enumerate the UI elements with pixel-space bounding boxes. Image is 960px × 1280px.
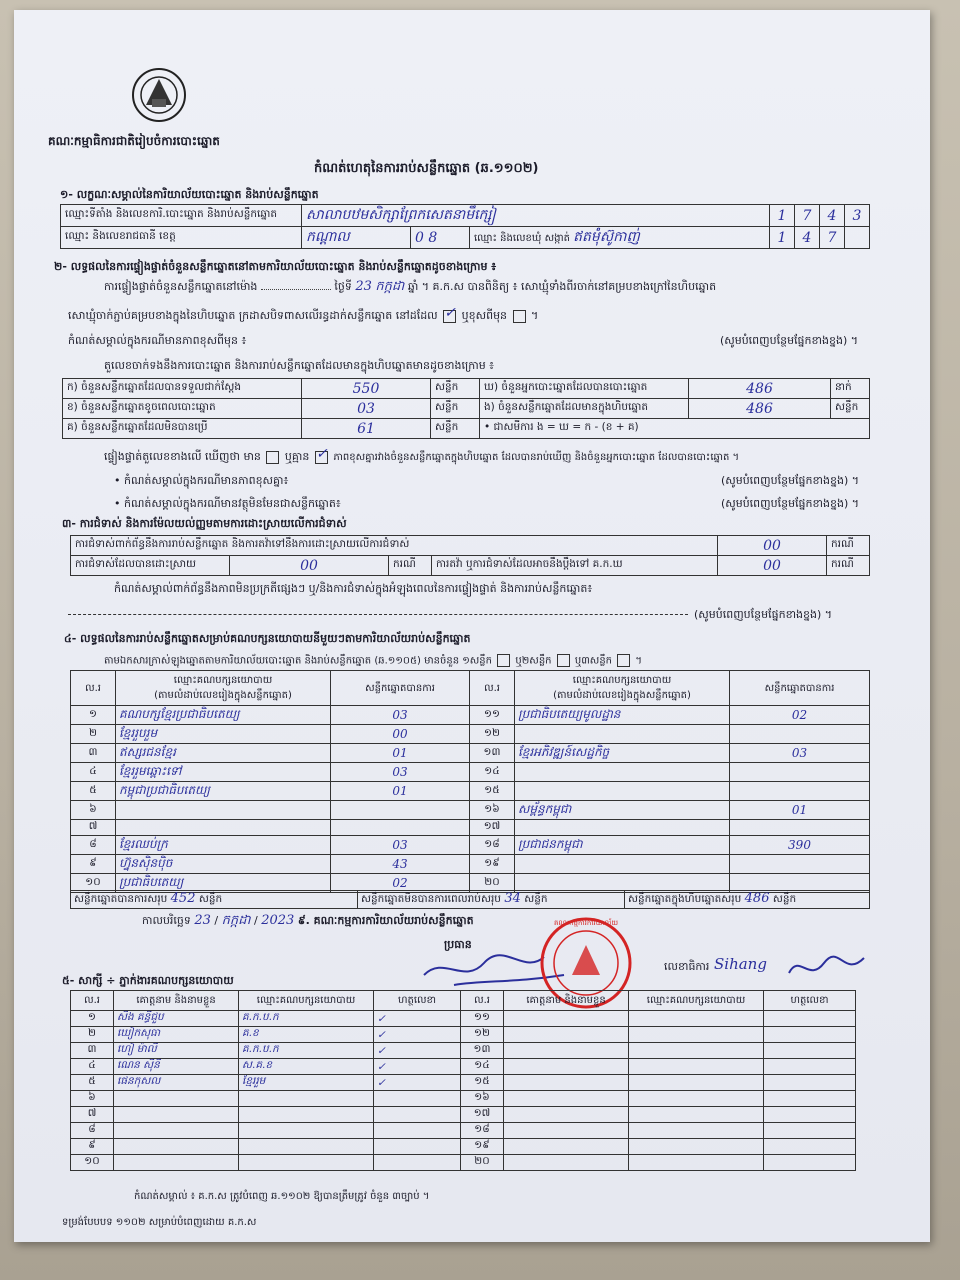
date-day: 23 xyxy=(194,913,211,928)
location-label: ឈ្មោះទីតាំង និងលេខការិ.បោះឆ្នោត និងរាប់សន្លឹកឆ្នោត xyxy=(61,205,302,227)
section5-title: ៥- សាក្សី ÷ ភ្នាក់ងារគណបក្សនយោបាយ xyxy=(62,974,234,987)
objection-unit: ករណី xyxy=(827,536,870,556)
stat-unit: សន្លឹក xyxy=(431,399,480,419)
witness-party xyxy=(629,1011,764,1027)
time-blank xyxy=(261,289,331,290)
row-no: ៥ xyxy=(71,782,116,801)
col-name: គោត្តនាម និងនាមខ្លួន xyxy=(504,991,629,1011)
witness-signature xyxy=(764,1107,856,1123)
row-no: ៩ xyxy=(71,855,116,874)
witness-name xyxy=(504,1027,629,1043)
signing-date: កាលបរិច្ឆេទ 23 / កក្កដា / 2023 ៩. គណៈកម្មការការិយាល័យរាប់សន្លឹកឆ្នោត xyxy=(142,913,474,928)
col-no: ល.រ xyxy=(461,991,504,1011)
stat-label: គ) ចំនួនសន្លឹកឆ្នោតដែលមិនបានប្រើ xyxy=(63,419,302,439)
row-no: ១០ xyxy=(71,1155,114,1171)
witness-name xyxy=(504,1107,629,1123)
commune-label: ឈ្មោះ និងលេខឃុំ សង្កាត់ xyxy=(474,233,570,244)
commune-digit: 1 xyxy=(770,227,795,249)
row-no: ៨ xyxy=(71,1123,114,1139)
stat-value: 61 xyxy=(302,419,431,439)
witness-name: ហៀ ម៉ាលី xyxy=(114,1043,239,1059)
witness-party xyxy=(629,1075,764,1091)
witness-name xyxy=(504,1091,629,1107)
witness-signature xyxy=(764,1123,856,1139)
party-name: ខ្មែរឈប់ក្រ xyxy=(116,836,331,855)
witness-name xyxy=(504,1059,629,1075)
witness-party: ខ្មែររួម xyxy=(239,1075,374,1091)
org-name: គណៈកម្មាធិការជាតិរៀបចំការបោះឆ្នោត xyxy=(48,134,220,148)
stat-value: 486 xyxy=(689,399,831,419)
table-row xyxy=(71,763,870,782)
location-digit: 4 xyxy=(820,205,845,227)
col-party xyxy=(116,671,331,706)
party-name xyxy=(515,763,730,782)
witness-signature xyxy=(764,1027,856,1043)
witness-name xyxy=(114,1107,239,1123)
witness-party xyxy=(239,1123,374,1139)
row-no: ១ xyxy=(71,706,116,725)
witness-party: ស.គ.ខ xyxy=(239,1059,374,1075)
col-no: ល.រ xyxy=(71,991,114,1011)
witness-name: ណេន ស៊ីនី xyxy=(114,1059,239,1075)
witness-signature xyxy=(764,1059,856,1075)
row-no: ៨ xyxy=(71,836,116,855)
sub-text: តាមឯកសារក្រាស់ឡុងឆ្នោតតាមការិយាល័យបោះឆ្នោត និងរាប់សន្លឹកឆ្នោត (ឆ.១១០៥) មានចំនួន ១សន្លឹក xyxy=(104,655,493,667)
vote-count: 390 xyxy=(730,836,870,855)
stats-table xyxy=(62,378,870,439)
row-no: ៥ xyxy=(71,1075,114,1091)
row-no: ១០ xyxy=(71,874,116,893)
row-no: ១៥ xyxy=(461,1075,504,1091)
witness-signature xyxy=(374,1123,461,1139)
witness-signature: ✓ xyxy=(374,1059,461,1075)
stat-value: 550 xyxy=(302,379,431,399)
three-sheet-label: ឬ៣សន្លឹក xyxy=(574,655,613,667)
col-party: ឈ្មោះគណបក្សនយោបាយ xyxy=(239,991,374,1011)
appeal-unit: ករណី xyxy=(827,556,870,576)
row-no: ៤ xyxy=(71,1059,114,1075)
one-sheet-checkbox[interactable] xyxy=(497,654,510,667)
nec-emblem-icon xyxy=(124,65,194,125)
stamp-text: គណៈកម្មការការិយាល័យ xyxy=(553,919,618,927)
witness-party: គ.ក.ប.ក xyxy=(239,1043,374,1059)
witness-party xyxy=(239,1107,374,1123)
total-valid-cell xyxy=(71,891,358,909)
section4-sub: តាមឯកសារក្រាស់ឡុងឆ្នោតតាមការិយាល័យបោះឆ្នោត និងរាប់សន្លឹកឆ្នោត (ឆ.១១០៥) មានចំនួន ១សន្លឹក ឬ២សន្លឹក ឬ៣សន្លឹក ។ xyxy=(104,655,642,667)
table-row xyxy=(71,1075,856,1091)
party-name xyxy=(116,820,331,836)
row-no: ១៣ xyxy=(470,744,515,763)
witness-party xyxy=(629,1059,764,1075)
witness-signature xyxy=(764,1139,856,1155)
vote-count: 02 xyxy=(730,706,870,725)
row-no: ២០ xyxy=(461,1155,504,1171)
table-row xyxy=(71,820,870,836)
stat-value: 03 xyxy=(302,399,431,419)
total-invalid-cell xyxy=(358,891,625,909)
table-row xyxy=(71,855,870,874)
vote-count: 01 xyxy=(331,782,470,801)
vote-count xyxy=(730,725,870,744)
row-no: ៤ xyxy=(71,763,116,782)
fill-note: (សូមបំពេញបន្ថែមផ្នែកខាងខ្នង) ។ xyxy=(694,608,833,621)
vote-count xyxy=(331,820,470,836)
section2-line2: សោឃ្មុំចាក់ភ្ជាប់គម្របខាងក្នុងនៃហិបឆ្នោត ក្រដាសបិទពាសលើរន្ធដាក់សន្លឹកឆ្នោត នៅដដែល ✓ ឬខុសពីមុន ។ xyxy=(68,304,539,322)
note-line xyxy=(68,614,688,615)
table-row xyxy=(71,1139,856,1155)
year-label: ឆ្នាំ xyxy=(407,280,419,293)
section2-title: ២- លទ្ធផលនៃការផ្ទៀងផ្ទាត់ចំនួនសន្លឹកឆ្នោតនៅតាមការិយាល័យបោះឆ្នោត និងរាប់សន្លឹកឆ្នោតដូចខាងក្រោម ៖ xyxy=(54,260,497,273)
party-name: កម្ពុជាប្រជាធិបតេយ្យ xyxy=(116,782,331,801)
table-row xyxy=(71,782,870,801)
row-no: ២ xyxy=(71,725,116,744)
commune-digit: 7 xyxy=(820,227,845,249)
chair-label: ប្រធាន xyxy=(444,938,472,951)
witness-signature: ✓ xyxy=(374,1043,461,1059)
witness-signature xyxy=(374,1091,461,1107)
province-value: កណ្ដាល xyxy=(302,227,411,249)
row-no: ១៥ xyxy=(470,782,515,801)
check-rest: ភាពខុសគ្នារវាងចំនួនសន្លឹកឆ្នោតក្នុងហិបឆ្នោត ដែលបានរាប់ឃើញ និងចំនួនអ្នកបោះឆ្នោត ដែលបានបោះឆ្នោត ។ xyxy=(333,452,740,463)
row-no: ៩ xyxy=(71,1139,114,1155)
row-no: ១២ xyxy=(470,725,515,744)
resolved-value: 00 xyxy=(230,556,389,576)
witness-signature xyxy=(374,1107,461,1123)
witness-name xyxy=(504,1139,629,1155)
footnote: កំណត់សម្គាល់ ៖ គ.ក.ស ត្រូវបំពេញ ឆ.១១០២ ឱ្យបានត្រឹមត្រូវ ចំនួន ៣ច្បាប់ ។ xyxy=(134,1191,430,1202)
witness-signature xyxy=(764,1011,856,1027)
check-line xyxy=(104,445,740,465)
paper-sheet xyxy=(14,10,930,1242)
resolved-label: ការជំទាស់ដែលបានដោះស្រាយ xyxy=(71,556,230,576)
row-no: ៧ xyxy=(71,1107,114,1123)
witness-signature xyxy=(374,1155,461,1171)
total-valid-label: សន្លឹកឆ្នោតបានការសរុប xyxy=(74,893,168,905)
commune-cell xyxy=(470,227,770,249)
vote-count: 02 xyxy=(331,874,470,893)
location-digit: 1 xyxy=(770,205,795,227)
witness-name xyxy=(504,1075,629,1091)
section3-title: ៣- ការជំទាស់ និងការម៉ែលយល់ញ្ញមតាមការដោះស្រាយលើការជំទាស់ xyxy=(62,517,347,530)
total-valid-unit: សន្លឹក xyxy=(198,893,223,905)
witness-party xyxy=(239,1139,374,1155)
row-no: ១៧ xyxy=(461,1107,504,1123)
seal-text: សោឃ្មុំចាក់ភ្ជាប់គម្របខាងក្នុងនៃហិបឆ្នោត ក្រដាសបិទពាសលើរន្ធដាក់សន្លឹកឆ្នោត នៅដដែល xyxy=(68,309,438,322)
stat-label: ក) ចំនួនសន្លឹកឆ្នោតដែលបានទទួលជាក់ស្ដែង xyxy=(63,379,302,399)
no-diff-label: ឬគ្មាន xyxy=(284,450,310,463)
table-row xyxy=(71,744,870,763)
witness-party xyxy=(629,1139,764,1155)
section2-line4: តួលេខចាក់ទងនឹងការបោះឆ្នោត និងការរាប់សន្លឹកឆ្នោតដែលមានក្នុងហិបឆ្នោតមានដូចខាងក្រោម ៖ xyxy=(104,359,495,372)
vote-count: 03 xyxy=(331,763,470,782)
difference-note-label: កំណត់សម្គាល់ក្នុងករណីមានភាពខុសពីមុន ៖ xyxy=(68,334,247,347)
table-row xyxy=(71,706,870,725)
witness-party xyxy=(629,1043,764,1059)
row-no: ១៤ xyxy=(470,763,515,782)
row-no: ៦ xyxy=(71,1091,114,1107)
party-name: ប្រជាជនកម្ពុជា xyxy=(515,836,730,855)
section1-title: ១- លក្ខណៈសម្គាល់នៃការិយាល័យបោះឆ្នោត និងរាប់សន្លឹកឆ្នោត xyxy=(60,188,319,201)
verify-time-label: ការផ្ទៀងផ្ទាត់ចំនួនសន្លឹកឆ្នោតនៅម៉ោង xyxy=(104,280,258,293)
total-box-cell xyxy=(625,891,870,909)
col-sign: ហត្ថលេខា xyxy=(374,991,461,1011)
stat-unit: សន្លឹក xyxy=(431,419,480,439)
col-sign: ហត្ថលេខា xyxy=(764,991,856,1011)
col-party: ឈ្មោះគណបក្សនយោបាយ xyxy=(629,991,764,1011)
stat-unit: នាក់ xyxy=(831,379,870,399)
table-row xyxy=(71,725,870,744)
col-no: ល.រ xyxy=(71,671,116,706)
table-row xyxy=(71,801,870,820)
vote-count xyxy=(730,855,870,874)
objection-note: កំណត់សម្គាល់ពាក់ព័ន្ធនឹងភាពមិនប្រក្រតីផ្សេងៗ ឬ/និងការជំទាស់ក្នុងអំឡុងពេលនៃការផ្ទៀងផ្ទាត់ និងការរាប់សន្លឹកឆ្នោត៖ xyxy=(114,582,593,595)
witness-table xyxy=(70,990,856,1171)
witness-party: គ.ក.ប.ក xyxy=(239,1011,374,1027)
bullet1-text: • កំណត់សម្គាល់ក្នុងករណីមានភាពខុសគ្នា៖ xyxy=(114,474,289,487)
date-month: កក្កដា xyxy=(221,913,251,928)
stat-unit: សន្លឹក xyxy=(431,379,480,399)
vote-count xyxy=(730,782,870,801)
day-label: ថ្ងៃទី xyxy=(334,280,352,293)
signed-by: ៩. គណៈកម្មការការិយាល័យរាប់សន្លឹកឆ្នោត xyxy=(297,914,474,927)
vote-count xyxy=(331,801,470,820)
vote-count xyxy=(730,820,870,836)
location-digit: 7 xyxy=(795,205,820,227)
witness-signature xyxy=(374,1139,461,1155)
check-label: ផ្ទៀងផ្ទាត់តួលេខខាងលើ ឃើញថា មាន xyxy=(104,450,261,463)
witness-party xyxy=(629,1107,764,1123)
row-no: ១៨ xyxy=(461,1123,504,1139)
total-invalid-label: សន្លឹកឆ្នោតមិនបានការពេលរាប់សរុប xyxy=(361,893,501,905)
party-name: ឥស្សរជនខ្មែរ xyxy=(116,744,331,763)
witness-party xyxy=(629,1155,764,1171)
witness-name xyxy=(504,1155,629,1171)
table-row xyxy=(71,1155,856,1171)
objection-value: 00 xyxy=(718,536,827,556)
col-no: ល.រ xyxy=(470,671,515,706)
province-code: 0 8 xyxy=(411,227,470,249)
row-no: ១៩ xyxy=(470,855,515,874)
row-no: ៦ xyxy=(71,801,116,820)
form-ref: ទម្រង់បែបបទ ១១០២ សម្រាប់បំពេញដោយ គ.ក.ស xyxy=(62,1217,257,1228)
table-row xyxy=(71,1091,856,1107)
witness-name xyxy=(114,1155,239,1171)
witness-name: ផេនកុសល xyxy=(114,1075,239,1091)
party-name xyxy=(515,855,730,874)
different-label: ឬខុសពីមុន xyxy=(461,309,508,322)
witness-signature xyxy=(764,1075,856,1091)
fill-note: (សូមបំពេញបន្ថែមផ្នែកខាងខ្នង) ។ xyxy=(719,334,858,347)
table-row xyxy=(71,1059,856,1075)
party-name: គណបក្សខ្មែរប្រជាធិបតេយ្យ xyxy=(116,706,331,725)
row-no: ៣ xyxy=(71,1043,114,1059)
vote-count: 03 xyxy=(331,706,470,725)
vote-count: 03 xyxy=(730,744,870,763)
section4-title: ៤- លទ្ធផលនៃការរាប់សន្លឹកឆ្នោតសម្រាប់គណបក្សនយោបាយនីមួយៗតាមការិយាល័យរាប់សន្លឹកឆ្នោត xyxy=(64,632,471,645)
total-box-value: 486 xyxy=(744,891,770,906)
col-party-title: ឈ្មោះគណបក្សនយោបាយ xyxy=(173,675,273,686)
party-name: ប្រជាធិបតេយ្យមូលដ្ឋាន xyxy=(515,706,730,725)
no-diff-checkbox[interactable]: ✓ xyxy=(315,445,328,462)
totals-table xyxy=(70,890,870,909)
witness-name xyxy=(114,1123,239,1139)
results-table xyxy=(70,670,870,893)
table-row xyxy=(71,1107,856,1123)
party-name: ខ្មែរអភិវឌ្ឍន៍សេដ្ឋកិច្ច xyxy=(515,744,730,763)
appeal-label: ការតវ៉ា ឬការជំទាស់ដែលអាចនឹងប្ដឹងទៅ គ.ក.ឃ xyxy=(432,556,718,576)
commune-value: ឥតម៉ុំស៊ូកាញ់ xyxy=(573,229,640,245)
three-sheet-checkbox[interactable] xyxy=(617,654,630,667)
witness-party xyxy=(239,1091,374,1107)
party-name xyxy=(515,820,730,836)
day-value: 23 xyxy=(355,279,372,294)
row-no: ១៨ xyxy=(470,836,515,855)
row-no: ១៧ xyxy=(470,820,515,836)
party-name: ប្រជាធិបតេយ្យ xyxy=(116,874,331,893)
different-checkbox[interactable] xyxy=(513,310,526,323)
fill-note: (សូមបំពេញបន្ថែមផ្នែកខាងខ្នង) ។ xyxy=(720,474,859,487)
party-name: សម្ព័ន្ធកម្ពុជា xyxy=(515,801,730,820)
stat-formula: • ជាសមីការ ង = ឃ = ក - (ខ + គ) xyxy=(480,419,870,439)
witness-name xyxy=(504,1011,629,1027)
table-row xyxy=(71,1043,856,1059)
secretary-label: លេខាធិការ xyxy=(664,960,710,973)
row-no: ៣ xyxy=(71,744,116,763)
appeal-value: 00 xyxy=(718,556,827,576)
row-no: ២០ xyxy=(470,874,515,893)
witness-party xyxy=(629,1123,764,1139)
witness-name xyxy=(114,1139,239,1155)
section2-line3 xyxy=(68,334,858,348)
witness-signature xyxy=(764,1091,856,1107)
total-box-label: សន្លឹកឆ្នោតក្នុងហិបឆ្នោតសរុប xyxy=(628,893,742,905)
stat-label: ឃ) ចំនួនអ្នកបោះឆ្នោតដែលបានបោះឆ្នោត xyxy=(480,379,689,399)
two-sheet-label: ឬ២សន្លឹក xyxy=(515,655,552,667)
row-no: ១៤ xyxy=(461,1059,504,1075)
table-row xyxy=(71,836,870,855)
date-year: 2023 xyxy=(261,913,295,928)
party-name xyxy=(515,782,730,801)
col-votes: សន្លឹកឆ្នោតបានការ xyxy=(331,671,470,706)
party-name: ខ្មែររួមឆ្ពោះទៅ xyxy=(116,763,331,782)
witness-name xyxy=(504,1123,629,1139)
secretary-signature: Sihang xyxy=(714,955,767,973)
table-row xyxy=(71,1123,856,1139)
party-name xyxy=(515,725,730,744)
col-party xyxy=(515,671,730,706)
row-no: ១៣ xyxy=(461,1043,504,1059)
form-title: កំណត់ហេតុនៃការរាប់សន្លឹកឆ្នោត (ឆ.១១០២) xyxy=(314,161,539,176)
table-row xyxy=(71,1027,856,1043)
vote-count: 01 xyxy=(730,801,870,820)
stat-unit: សន្លឹក xyxy=(831,399,870,419)
party-name: ខ្មែររួបរួម xyxy=(116,725,331,744)
vote-count: 00 xyxy=(331,725,470,744)
witness-signature xyxy=(764,1043,856,1059)
party-name xyxy=(116,801,331,820)
stat-value: 486 xyxy=(689,379,831,399)
row-no: ១១ xyxy=(470,706,515,725)
witness-signature: ✓ xyxy=(374,1075,461,1091)
location-value: សាលាបឋមសិក្សាព្រែកសេតនាមឹក្សៀ xyxy=(302,205,770,227)
col-party-sub: (តាមលំដាប់លេខរៀងក្នុងសន្លឹកឆ្នោត) xyxy=(553,690,691,701)
witness-name: សឹង គន្ធីជួប xyxy=(114,1011,239,1027)
row-no: ១៩ xyxy=(461,1139,504,1155)
objection-table xyxy=(70,535,870,576)
location-digit: 3 xyxy=(845,205,870,227)
bullet2-text: • កំណត់សម្គាល់ក្នុងករណីមានវត្ថុមិនមែនជាសន្លឹកឆ្នោត៖ xyxy=(114,497,341,510)
commune-digit-empty xyxy=(845,227,870,249)
section2-line1 xyxy=(104,280,716,294)
has-diff-checkbox[interactable] xyxy=(266,451,279,464)
total-box-unit: សន្លឹក xyxy=(772,893,797,905)
total-valid-value: 452 xyxy=(170,891,196,906)
col-votes: សន្លឹកឆ្នោតបានការ xyxy=(730,671,870,706)
witness-name: ឃៀកសុធា xyxy=(114,1027,239,1043)
witness-party xyxy=(239,1155,374,1171)
witness-signature: ✓ xyxy=(374,1027,461,1043)
witness-party xyxy=(629,1027,764,1043)
witness-name xyxy=(504,1043,629,1059)
vote-count: 01 xyxy=(331,744,470,763)
province-label: ឈ្មោះ និងលេខរាជធានី ខេត្ត xyxy=(61,227,302,249)
section1-table xyxy=(60,204,870,249)
total-invalid-value: 34 xyxy=(504,891,521,906)
witness-party: គ.ខ xyxy=(239,1027,374,1043)
stat-label: ខ) ចំនួនសន្លឹកឆ្នោតខូចពេលបោះឆ្នោត xyxy=(63,399,302,419)
same-checkbox[interactable]: ✓ xyxy=(444,304,456,321)
objection-label: ការជំទាស់ពាក់ព័ន្ធនឹងការរាប់សន្លឹកឆ្នោត និងការតវ៉ាទៅនឹងការដោះស្រាយលើការជំទាស់ xyxy=(71,536,718,556)
row-no: ២ xyxy=(71,1027,114,1043)
bullet1-line xyxy=(114,474,859,488)
row-no: ១៦ xyxy=(461,1091,504,1107)
commune-digit: 4 xyxy=(795,227,820,249)
col-name: គោត្តនាម និងនាមខ្លួន xyxy=(114,991,239,1011)
witness-signature: ✓ xyxy=(374,1011,461,1027)
col-party-title: ឈ្មោះគណបក្សនយោបាយ xyxy=(572,675,672,686)
vote-count: 43 xyxy=(331,855,470,874)
two-sheet-checkbox[interactable] xyxy=(557,654,570,667)
verify-text: ។ គ.ក.ស បានពិនិត្យ ៖ សោឃ្មុំទាំងពីរចាក់នៅគម្របខាងក្រៅនៃហិបឆ្នោត xyxy=(421,280,717,293)
witness-signature xyxy=(764,1155,856,1171)
vote-count: 03 xyxy=(331,836,470,855)
date-label: កាលបរិច្ឆេទ xyxy=(142,914,191,927)
stat-label: ង) ចំនួនសន្លឹកឆ្នោតដែលមានក្នុងហិបឆ្នោត xyxy=(480,399,689,419)
col-party-sub: (តាមលំដាប់លេខរៀងក្នុងសន្លឹកឆ្នោត) xyxy=(154,690,292,701)
row-no: ៧ xyxy=(71,820,116,836)
bullet2-line xyxy=(114,497,859,511)
month-value: កក្កដា xyxy=(375,279,405,294)
vote-count xyxy=(730,763,870,782)
witness-party xyxy=(629,1091,764,1107)
table-row xyxy=(71,1011,856,1027)
party-name: ហ្វ៊ុនស៊ិនប៉ិច xyxy=(116,855,331,874)
total-invalid-unit: សន្លឹក xyxy=(524,893,548,905)
witness-name xyxy=(114,1091,239,1107)
resolved-unit: ករណី xyxy=(389,556,432,576)
fill-note: (សូមបំពេញបន្ថែមផ្នែកខាងខ្នង) ។ xyxy=(720,497,859,510)
row-no: ១ xyxy=(71,1011,114,1027)
row-no: ១២ xyxy=(461,1027,504,1043)
secretary-signature-icon xyxy=(784,948,874,988)
row-no: ១១ xyxy=(461,1011,504,1027)
row-no: ១៦ xyxy=(470,801,515,820)
